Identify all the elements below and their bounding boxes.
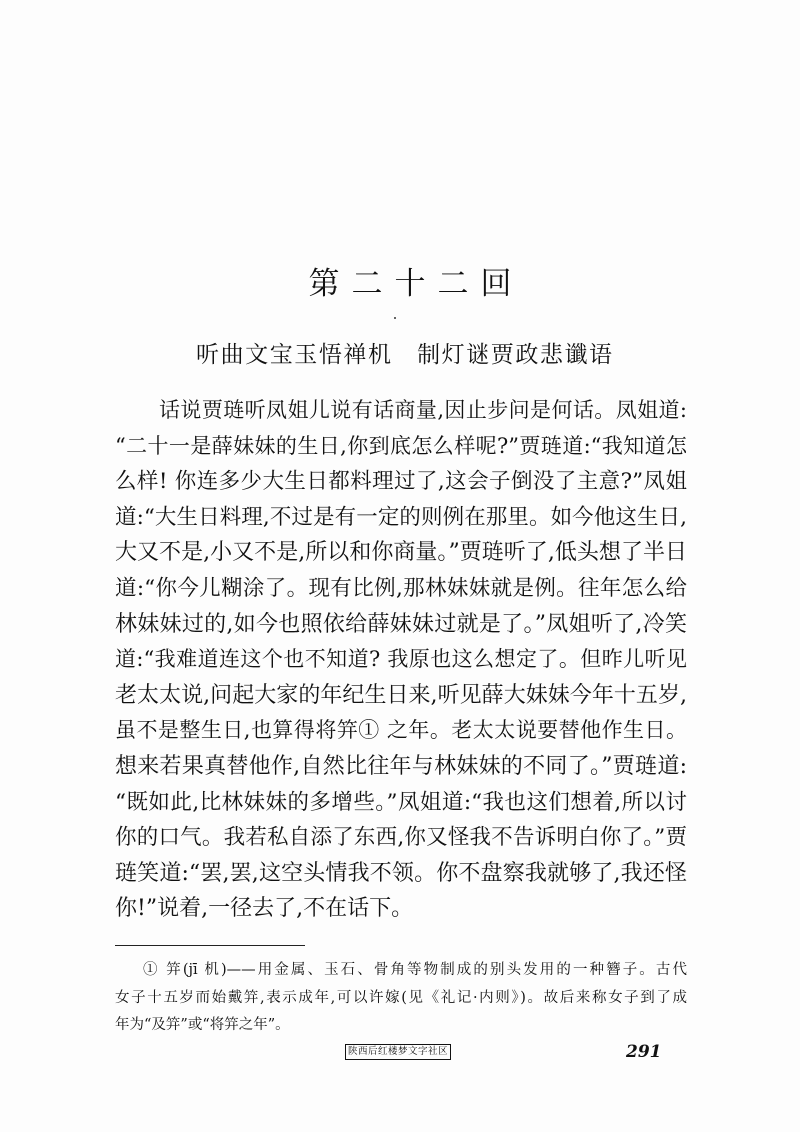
body-line: 话说贾琏听凤姐儿说有话商量,因止步问是何话。凤姐道:: [159, 398, 687, 422]
body-text: [115, 393, 687, 927]
footnote-line: 女子十五岁而始戴笄,表示成年,可以许嫁(见《礼记·内则》)。故后来称女子到了成: [115, 989, 687, 1006]
body-line: 道:“大生日料理,不过是有一定的则例在那里。如今他这生日,: [115, 504, 687, 530]
footnote-separator: [115, 945, 305, 946]
page-number: 291: [626, 1042, 662, 1062]
library-stamp: 陕西后红楼梦文字社区: [345, 1044, 451, 1060]
body-line: 大又不是,小又不是,所以和你商量。”贾琏听了,低头想了半日: [115, 540, 687, 566]
body-line: 么样! 你连多少大生日都料理过了,这会子倒没了主意?”凤姐: [115, 469, 687, 495]
footnote-line: ① 笄(jī 机)——用金属、玉石、骨角等物制成的别头发用的一种簪子。古代: [143, 962, 687, 978]
chapter-title: 第二十二回: [308, 266, 524, 302]
body-line: “既如此,比林妹妹的多增些。”凤姐道:“我也这们想着,所以讨: [115, 789, 687, 815]
body-line: 你!”说着,一径去了,不在话下。: [115, 896, 414, 922]
body-line: 你的口气。我若私自添了东西,你又怪我不告诉明白你了。”贾: [115, 825, 687, 851]
body-line: 想来若果真替他作,自然比往年与林妹妹的不同了。”贾琏道:: [115, 753, 687, 779]
print-speck: [394, 317, 396, 319]
footnote: [115, 957, 687, 1040]
body-line: 道:“你今儿糊涂了。现有比例,那林妹妹就是例。往年怎么给: [115, 575, 687, 601]
body-line: 琏笑道:“罢,罢,这空头情我不领。你不盘察我就够了,我还怪: [115, 860, 687, 886]
body-line: 虽不是整生日,也算得将笄① 之年。老太太说要替他作生日。: [115, 718, 687, 743]
body-line: 道:“我难道连这个也不知道? 我原也这么想定了。但昨儿听见: [115, 647, 687, 672]
body-line: 林妹妹过的,如今也照依给薛妹妹过就是了。”凤姐听了,冷笑: [115, 611, 687, 637]
chapter-subtitle: 听曲文宝玉悟禅机 制灯谜贾政悲谶语: [196, 342, 612, 368]
body-line: 老太太说,问起大家的年纪生日来,听见薛大妹妹今年十五岁,: [115, 682, 687, 708]
footnote-line: 年为“及笄”或“将笄之年”。: [115, 1017, 290, 1033]
body-line: “二十一是薛妹妹的生日,你到底怎么样呢?”贾琏道:“我知道怎: [115, 433, 687, 458]
